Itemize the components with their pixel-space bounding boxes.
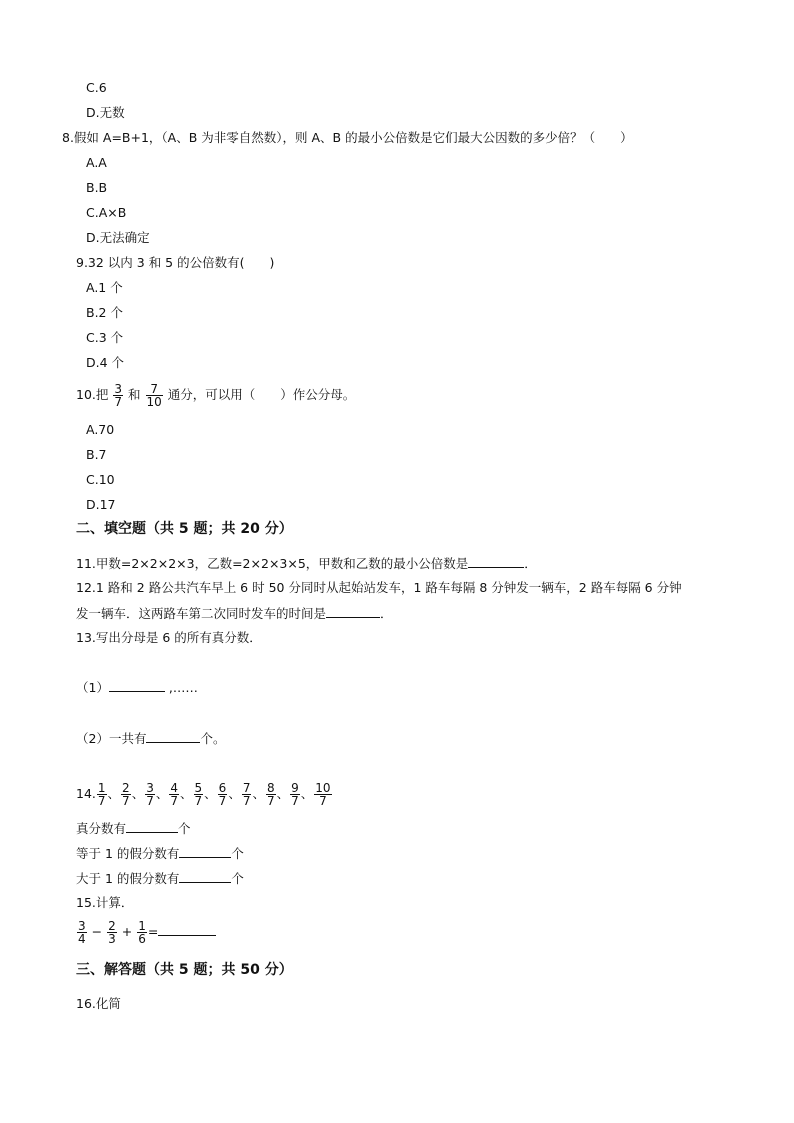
q8-option-c: C.A×B	[86, 205, 127, 220]
q14-fraction-denominator: 7	[194, 794, 203, 808]
q7-option-d: D.无数	[86, 105, 125, 120]
q14-separator: 、	[228, 786, 241, 801]
q13-part-1-label: （1）	[76, 680, 109, 695]
q14-fraction-denominator: 7	[319, 794, 327, 808]
q16-stem: 16.化简	[76, 996, 121, 1011]
q11-text: 11.甲数=2×2×2×3，乙数=2×2×3×5，甲数和乙数的最小公倍数是	[76, 556, 469, 571]
q14-separator: 、	[180, 786, 193, 801]
q8-option-b: B.B	[86, 180, 108, 195]
q14-row-1-label: 真分数有	[76, 821, 127, 836]
q9-option-c: C.3 个	[86, 330, 124, 345]
q15-fraction-b	[107, 920, 117, 945]
q8-option-a: A.A	[86, 155, 107, 170]
q14-row-equal-one	[76, 845, 244, 862]
q15-fraction-b-denominator: 3	[108, 932, 116, 946]
q14-row-2-unit: 个	[231, 846, 244, 861]
q15-expression	[76, 917, 216, 947]
q14-separator: 、	[276, 786, 290, 801]
q14-fraction	[314, 782, 331, 807]
q14-row-3-blank	[179, 870, 231, 883]
q14-fraction-denominator: 7	[266, 794, 275, 808]
q10-fraction-2-denominator: 10	[146, 395, 162, 409]
q9-stem: 9.32 以内 3 和 5 的公倍数有( )	[76, 255, 275, 270]
q11-end: ．	[524, 556, 537, 571]
q13-part-1	[76, 679, 198, 696]
q12-line-2	[76, 605, 393, 622]
q14-fraction-numerator: 3	[146, 781, 154, 795]
q13-part-2-end: 个。	[200, 731, 226, 746]
q11-stem	[76, 555, 537, 572]
q14-row-2-label: 等于 1 的假分数有	[76, 846, 180, 861]
q12-line-1: 12.1 路和 2 路公共汽车早上 6 时 50 分同时从起始站发车，1 路车每隔 8 分钟发一辆车，2 路车每隔 6 分钟	[76, 580, 682, 595]
q10-fraction-1-denominator: 7	[114, 395, 123, 409]
q11-answer-blank	[468, 555, 524, 568]
q15-fraction-c-numerator: 1	[138, 919, 146, 933]
q14-fraction-list	[96, 781, 333, 808]
q15-answer-blank	[158, 923, 216, 936]
q10-fraction-2	[146, 383, 163, 408]
q14-fraction	[121, 782, 131, 807]
q14-fraction	[194, 782, 204, 807]
q14-fraction	[290, 782, 300, 807]
q14-fraction	[169, 782, 179, 807]
q13-stem: 13.写出分母是 6 的所有真分数．	[76, 630, 262, 645]
q8-option-d: D.无法确定	[86, 230, 150, 245]
q14-fraction-numerator: 1	[97, 781, 106, 795]
q10-prefix: 10.把	[76, 387, 109, 402]
q14-fraction-numerator: 7	[242, 781, 251, 795]
q14-fraction-numerator: 4	[170, 781, 178, 795]
q14-separator: 、	[107, 786, 121, 801]
q14-fraction-denominator: 7	[242, 794, 251, 808]
q12-text: 发一辆车．这两路车第二次同时发车的时间是	[76, 606, 327, 621]
q14-fraction	[145, 782, 155, 807]
q14-fraction-denominator: 7	[97, 794, 106, 808]
q10-option-d: D.17	[86, 497, 116, 512]
q12-answer-blank	[326, 605, 380, 618]
q13-part-2-label: （2）一共有	[76, 731, 147, 746]
q14-fraction-numerator: 10	[315, 781, 331, 795]
q15-fraction-c	[137, 920, 147, 945]
q14-fraction-numerator: 5	[194, 781, 203, 795]
q15-stem: 15.计算．	[76, 895, 134, 910]
q14-separator: 、	[155, 786, 169, 801]
q14-fraction-denominator: 7	[146, 794, 154, 808]
q14-separator: 、	[131, 786, 145, 801]
q10-option-b: B.7	[86, 447, 107, 462]
q14-fractions	[76, 780, 333, 808]
q14-fraction	[97, 782, 107, 807]
q14-fraction-denominator: 7	[218, 794, 227, 808]
q15-fraction-a-denominator: 4	[78, 932, 86, 946]
q14-fraction-denominator: 7	[291, 794, 299, 808]
q13-part-2-blank	[146, 730, 200, 743]
section-2-title: 二、填空题（共 5 题；共 20 分）	[76, 521, 293, 537]
q14-fraction-numerator: 9	[291, 781, 299, 795]
q9-option-a: A.1 个	[86, 280, 123, 295]
q10-stem	[76, 381, 355, 409]
q10-fraction-1-numerator: 3	[114, 382, 123, 396]
q14-fraction-numerator: 2	[122, 781, 130, 795]
q8-stem: 8.假如 A=B+1，（A、B 为非零自然数），则 A、B 的最小公倍数是它们最大公因数的多少倍？（ ）	[62, 130, 633, 145]
q15-fraction-a	[77, 920, 87, 945]
q14-separator: 、	[204, 786, 217, 801]
q13-part-1-end: ,……	[164, 680, 198, 695]
q10-suffix: 通分，可以用（ ）作公分母。	[167, 387, 356, 402]
q10-option-c: C.10	[86, 472, 115, 487]
q14-fraction-denominator: 7	[122, 794, 130, 808]
q14-row-2-blank	[179, 845, 231, 858]
q15-fraction-b-numerator: 2	[108, 919, 116, 933]
q15-equals: =	[147, 924, 159, 939]
q14-row-3-unit: 个	[231, 871, 244, 886]
q15-plus: +	[121, 924, 133, 939]
q14-row-proper	[76, 820, 191, 837]
section-3-title: 三、解答题（共 5 题；共 50 分）	[76, 962, 293, 978]
q14-row-1-blank	[126, 820, 178, 833]
q14-row-1-unit: 个	[178, 821, 191, 836]
q9-option-b: B.2 个	[86, 305, 123, 320]
q14-fraction	[242, 782, 252, 807]
q14-row-greater-one	[76, 870, 244, 887]
q13-part-2	[76, 730, 225, 747]
q15-fraction-a-numerator: 3	[78, 919, 86, 933]
q12-end: ．	[380, 606, 393, 621]
q14-fraction	[266, 782, 276, 807]
q7-option-c: C.6	[86, 80, 107, 95]
q14-fraction-denominator: 7	[170, 794, 178, 808]
q14-fraction-numerator: 6	[218, 781, 227, 795]
q14-row-3-label: 大于 1 的假分数有	[76, 871, 180, 886]
q10-and: 和	[128, 387, 141, 402]
q10-fraction-2-numerator: 7	[146, 383, 163, 396]
q13-part-1-blank	[109, 679, 165, 692]
q14-separator: 、	[300, 786, 314, 801]
q10-option-a: A.70	[86, 422, 115, 437]
q15-fraction-c-denominator: 6	[138, 932, 146, 946]
q14-prefix: 14.	[76, 786, 96, 801]
q14-separator: 、	[252, 786, 265, 801]
q9-option-d: D.4 个	[86, 355, 125, 370]
q14-fraction	[218, 782, 228, 807]
q15-minus: −	[91, 924, 103, 939]
q14-fraction-numerator: 8	[266, 781, 275, 795]
q10-fraction-1	[113, 383, 123, 408]
